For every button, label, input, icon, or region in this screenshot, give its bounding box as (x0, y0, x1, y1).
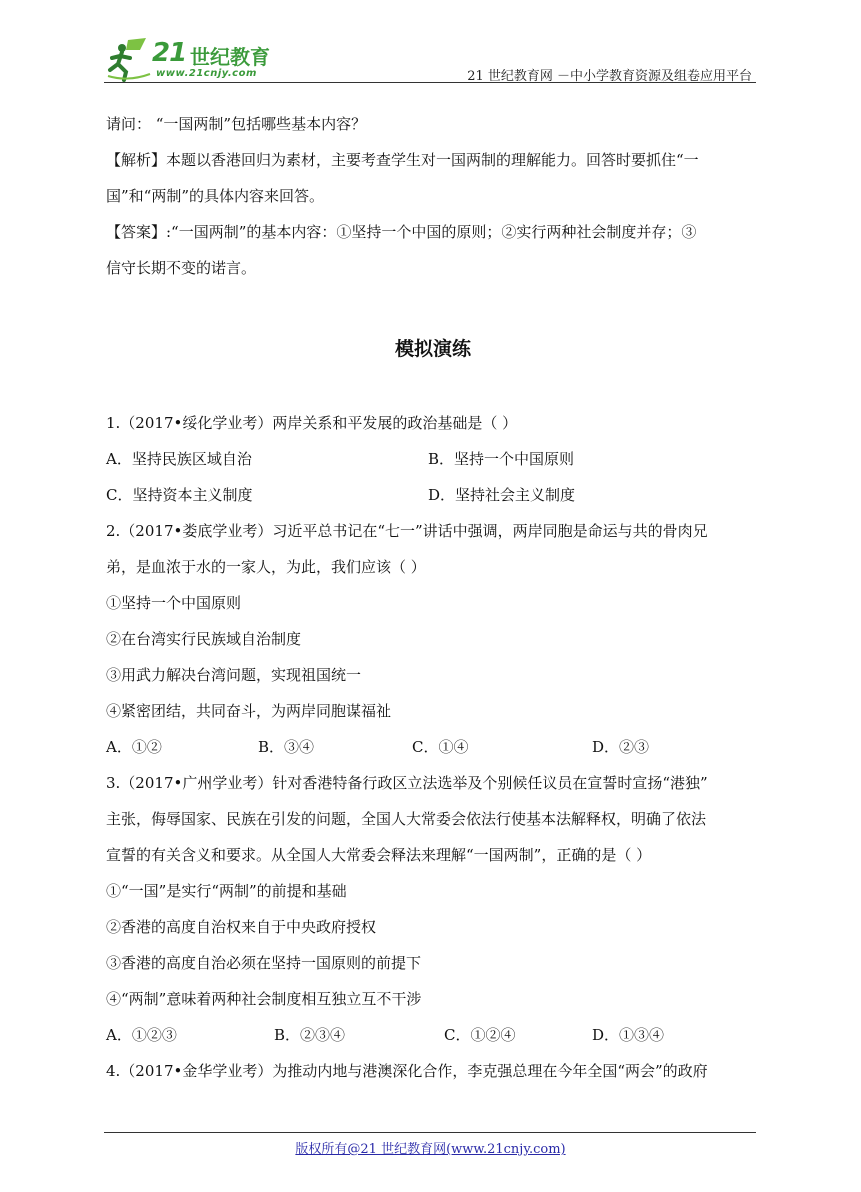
q3-option-b: B．②③④ (274, 1026, 346, 1044)
q2-stem-line-1: 2.（2017•娄底学业考）习近平总书记在“七一”讲话中强调，两岸同胞是命运与共的骨肉兄 (106, 522, 708, 540)
logo-mark: 21 (152, 38, 187, 68)
q2-option-b: B．③④ (258, 738, 315, 756)
q1-option-c: C．坚持资本主义制度 (106, 486, 253, 504)
q1-stem: 1.（2017•绥化学业考）两岸关系和平发展的政治基础是（ ） (106, 414, 518, 432)
site-logo[interactable] (104, 34, 294, 84)
footer-divider (104, 1132, 756, 1133)
intro-analysis-line-1: 【解析】本题以香港回归为素材，主要考查学生对一国两制的理解能力。回答时要抓住“一 (106, 151, 699, 169)
q3-item-3: ③香港的高度自治必须在坚持一国原则的前提下 (106, 954, 422, 972)
q3-option-c: C．①②④ (444, 1026, 516, 1044)
q2-item-4: ④紧密团结，共同奋斗，为两岸同胞谋福祉 (106, 702, 392, 720)
q3-stem-line-2: 主张，侮辱国家、民族在引发的问题，全国人大常委会依法行使基本法解释权，明确了依法 (106, 810, 707, 828)
q1-option-a: A．坚持民族区域自治 (106, 450, 252, 468)
site-name: 21 世纪教育网 －中小学教育资源及组卷应用平台 (467, 69, 752, 84)
q2-item-1: ①坚持一个中国原则 (106, 594, 242, 612)
intro-question: 请问： “一国两制”包括哪些基本内容？ (106, 115, 367, 133)
q2-item-3: ③用武力解决台湾问题，实现祖国统一 (106, 666, 362, 684)
logo-url: www.21cnjy.com (156, 68, 257, 79)
q1-option-b: B．坚持一个中国原则 (428, 450, 575, 468)
intro-answer-line-2: 信守长期不变的诺言。 (106, 259, 257, 277)
runner-icon (106, 36, 152, 82)
q3-stem-line-3: 宣誓的有关含义和要求。从全国人大常委会释法来理解“一国两制”，正确的是（ ） (106, 846, 652, 864)
q2-option-c: C．①④ (412, 738, 469, 756)
q1-option-d: D．坚持社会主义制度 (428, 486, 576, 504)
q2-stem-line-2: 弟，是血浓于水的一家人，为此，我们应该（ ） (106, 558, 426, 576)
logo-text: 世纪教育 (190, 45, 270, 69)
q2-option-d: D．②③ (592, 738, 650, 756)
footer-copyright-link[interactable]: 版权所有@21 世纪教育网(www.21cnjy.com) (295, 1142, 566, 1157)
intro-answer-line-1: 【答案】:“一国两制”的基本内容：①坚持一个中国的原则；②实行两种社会制度并存；③ (106, 223, 697, 241)
q3-option-a: A．①②③ (106, 1026, 177, 1044)
q4-stem-line-1: 4.（2017•金华学业考）为推动内地与港澳深化合作，李克强总理在今年全国“两会”的政府 (106, 1062, 708, 1080)
q2-option-a: A．①② (106, 738, 162, 756)
q3-item-2: ②香港的高度自治权来自于中央政府授权 (106, 918, 377, 936)
header-divider (104, 82, 756, 83)
q3-stem-line-1: 3.（2017•广州学业考）针对香港特备行政区立法选举及个别候任议员在宣誓时宣扬“港独” (106, 774, 708, 792)
q2-item-2: ②在台湾实行民族域自治制度 (106, 630, 302, 648)
page-header (104, 34, 756, 84)
q3-item-4: ④“两制”意味着两种社会制度相互独立互不干涉 (106, 990, 422, 1008)
section-title: 模拟演练 (394, 338, 471, 360)
q3-option-d: D．①③④ (592, 1026, 665, 1044)
q3-item-1: ①“一国”是实行“两制”的前提和基础 (106, 882, 347, 900)
intro-analysis-line-2: 国”和“两制”的具体内容来回答。 (106, 187, 325, 205)
